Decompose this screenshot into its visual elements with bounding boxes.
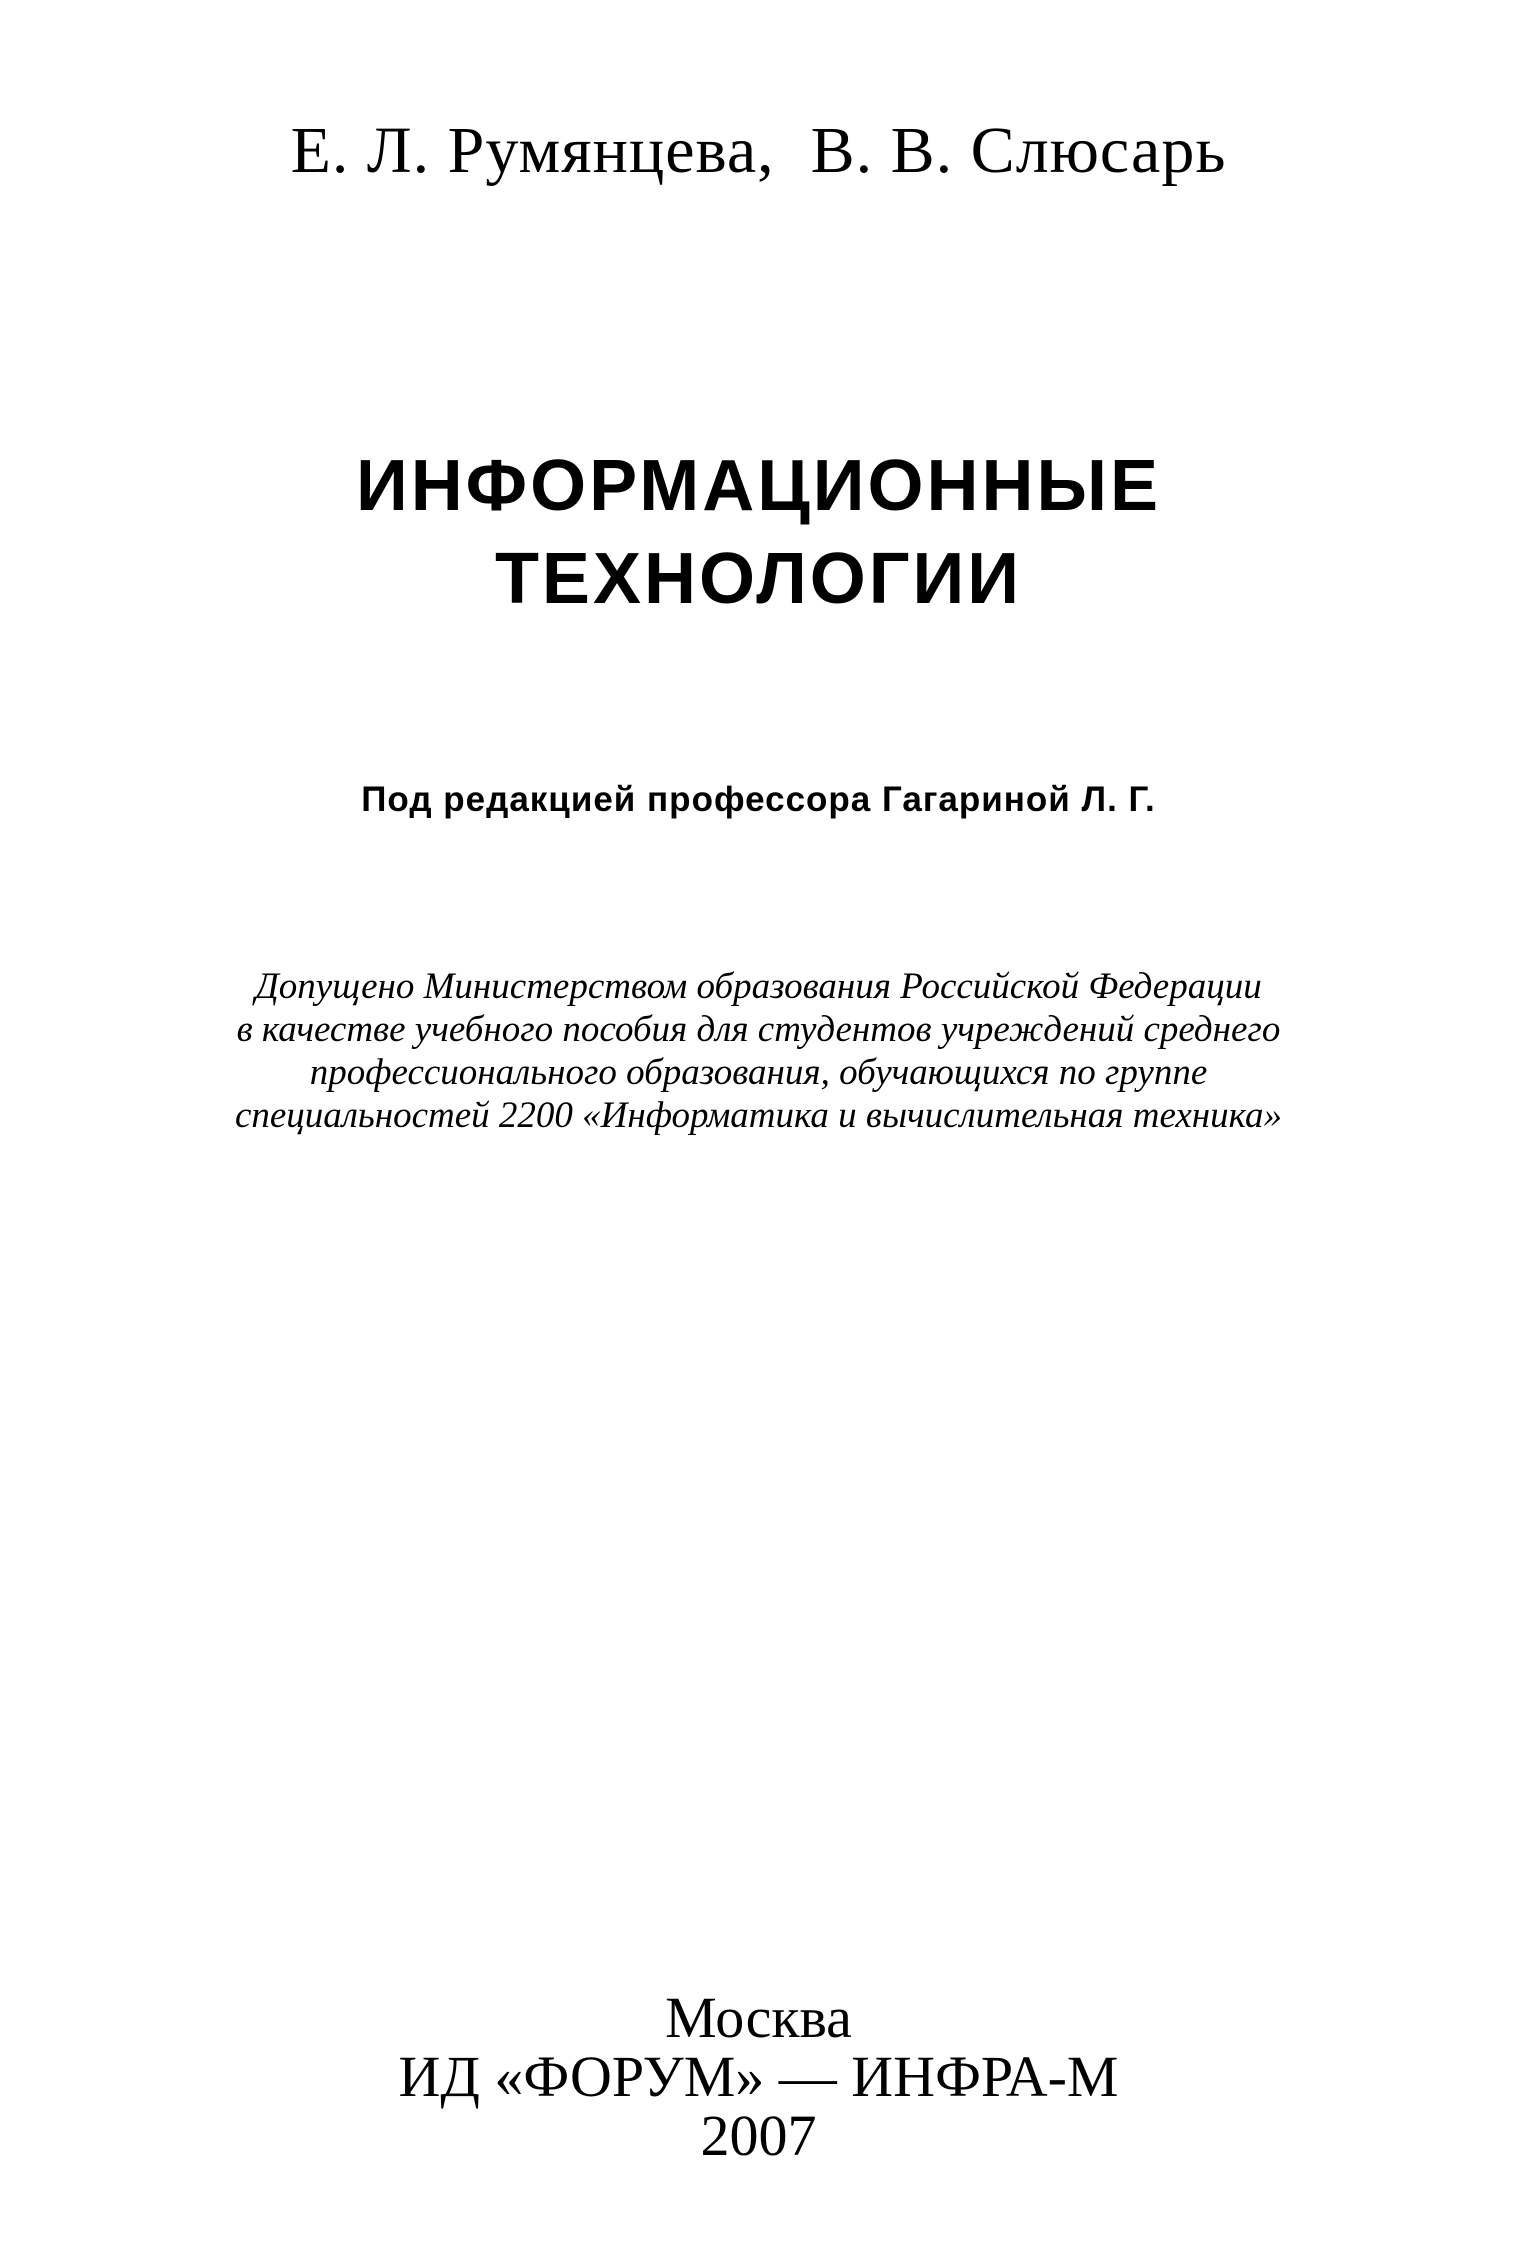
publisher-imprint [0,1985,1517,2168]
editor-credit: Под редакцией профессора Гагариной Л. Г. [361,780,1156,819]
author-slyusar: В. В. Слюсарь [810,114,1227,187]
imprint-city: Москва [665,1985,852,2050]
book-title [0,440,1517,626]
approval-line-4: специальностей 2200 «Информатика и вычислительная техника» [234,1095,1283,1136]
author-rumyantseva: Е. Л. Румянцева, [290,114,775,187]
book-title-line-2: ТЕХНОЛОГИИ [494,539,1023,619]
book-title-line-1: ИНФОРМАЦИОННЫЕ [355,446,1162,526]
ministry-approval-note [0,965,1517,1137]
imprint-publisher: ИД «ФОРУМ» — ИНФРА-М [398,2044,1119,2109]
imprint-year: 2007 [700,2103,817,2168]
approval-line-3: профессионального образования, обучающихся по группе [309,1052,1208,1093]
authors-line [0,114,1517,187]
approval-line-2: в качестве учебного пособия для студентов учреждений среднего [236,1009,1281,1050]
approval-line-1: Допущено Министерством образования Российской Федерации [255,966,1262,1007]
